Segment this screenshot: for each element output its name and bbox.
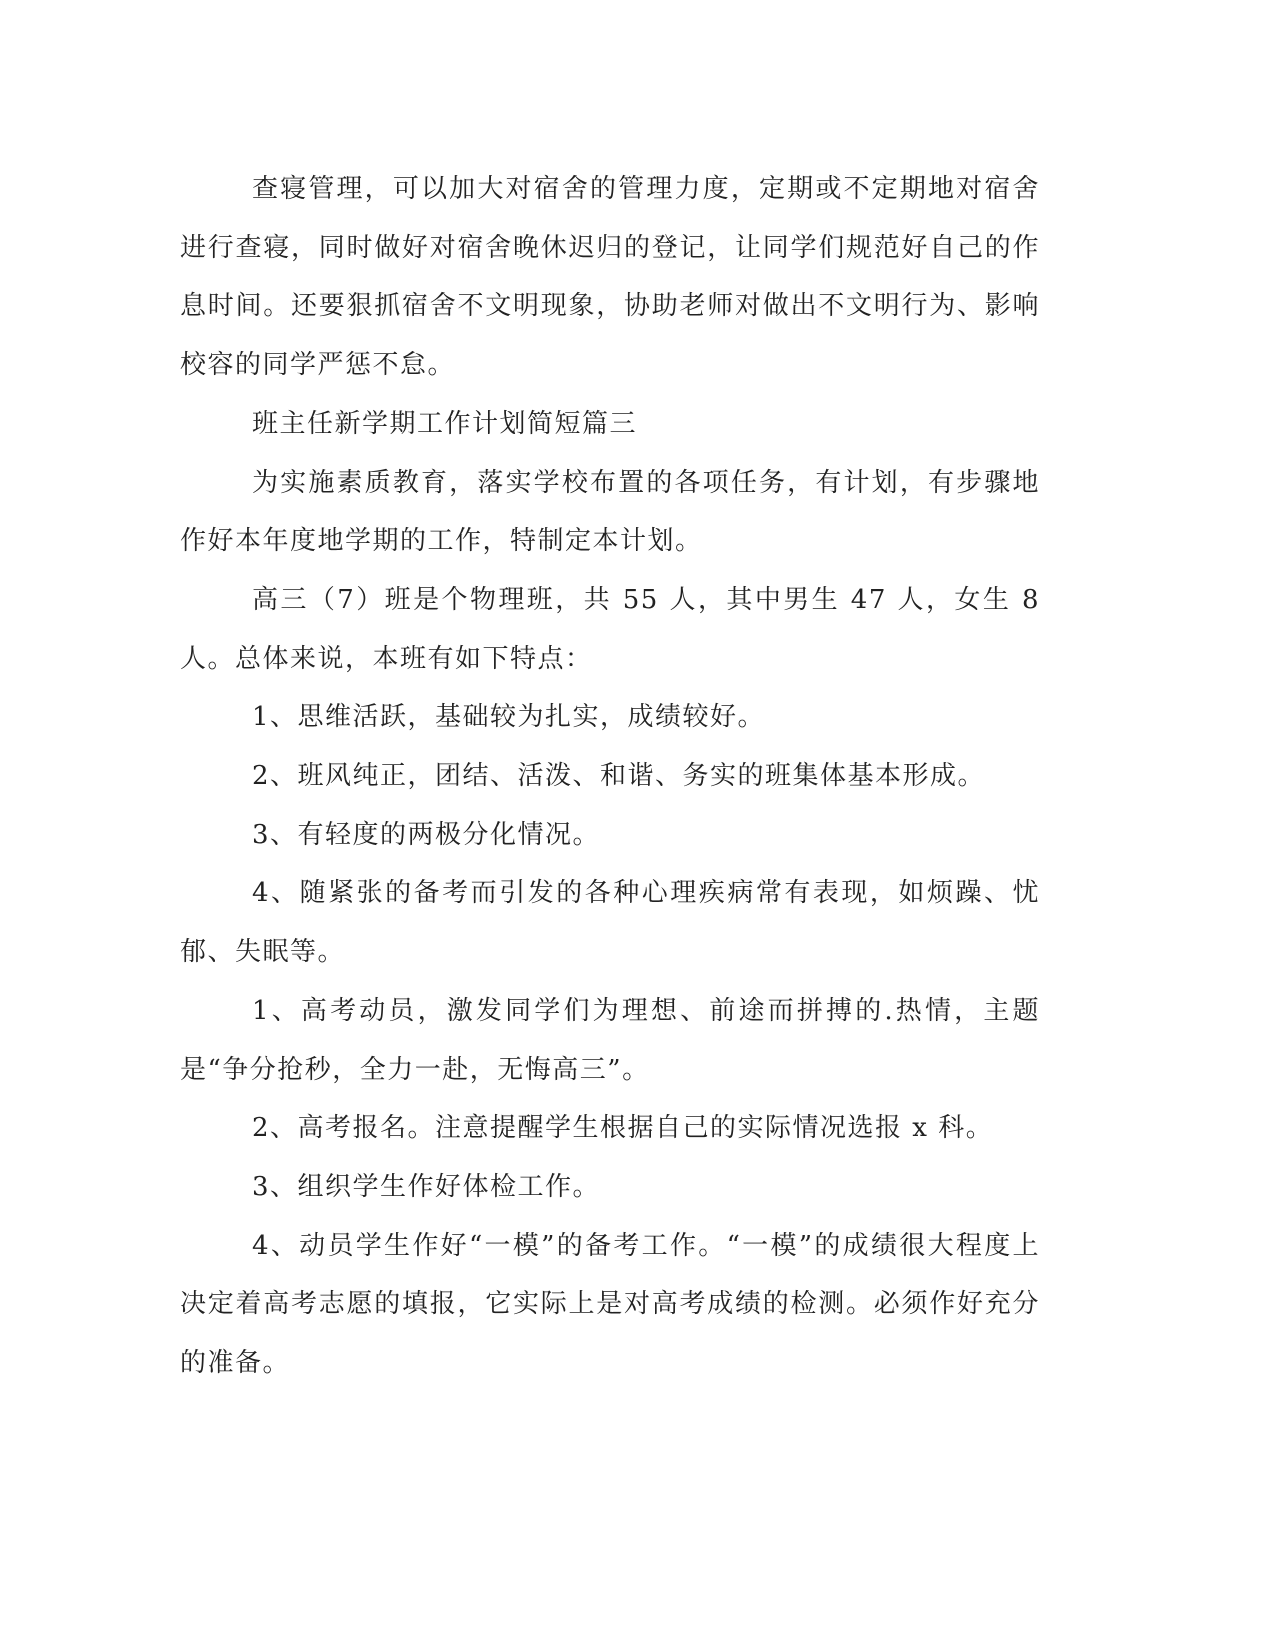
task-item-1: 1、高考动员，激发同学们为理想、前途而拼搏的.热情，主题是“争分抢秒，全力一赴，无悔高三”。 [180, 995, 1040, 1085]
feature-item-2: 2、班风纯正，团结、活泼、和谐、务实的班集体基本形成。 [252, 761, 986, 792]
feature-item-3: 3、有轻度的两极分化情况。 [252, 819, 601, 850]
feature-item-1: 1、思维活跃，基础较为扎实，成绩较好。 [252, 702, 766, 733]
section-heading: 班主任新学期工作计划简短篇三 [252, 408, 638, 439]
paragraph-class-info: 高三（7）班是个物理班，共 55 人，其中男生 47 人，女生 8 人。总体来说，本班有如下特点： [180, 584, 1040, 674]
paragraph-dormitory-check: 查寝管理，可以加大对宿舍的管理力度，定期或不定期地对宿舍进行查寝，同时做好对宿舍晚休迟归的登记，让同学们规范好自己的作息时间。还要狠抓宿舍不文明现象，协助老师对做出不文明行为、影响校容的同学严惩不怠。 [180, 174, 1040, 381]
paragraph-intro: 为实施素质教育，落实学校布置的各项任务，有计划，有步骤地作好本年度地学期的工作，特制定本计划。 [180, 467, 1040, 557]
task-item-3: 3、组织学生作好体检工作。 [252, 1171, 601, 1202]
document-body [180, 160, 1040, 1393]
task-item-4: 4、动员学生作好“一模”的备考工作。“一模”的成绩很大程度上决定着高考志愿的填报，它实际上是对高考成绩的检测。必须作好充分的准备。 [180, 1230, 1040, 1379]
task-item-2: 2、高考报名。注意提醒学生根据自己的实际情况选报 x 科。 [252, 1113, 994, 1144]
feature-item-4: 4、随紧张的备考而引发的各种心理疾病常有表现，如烦躁、忧郁、失眠等。 [180, 878, 1040, 968]
